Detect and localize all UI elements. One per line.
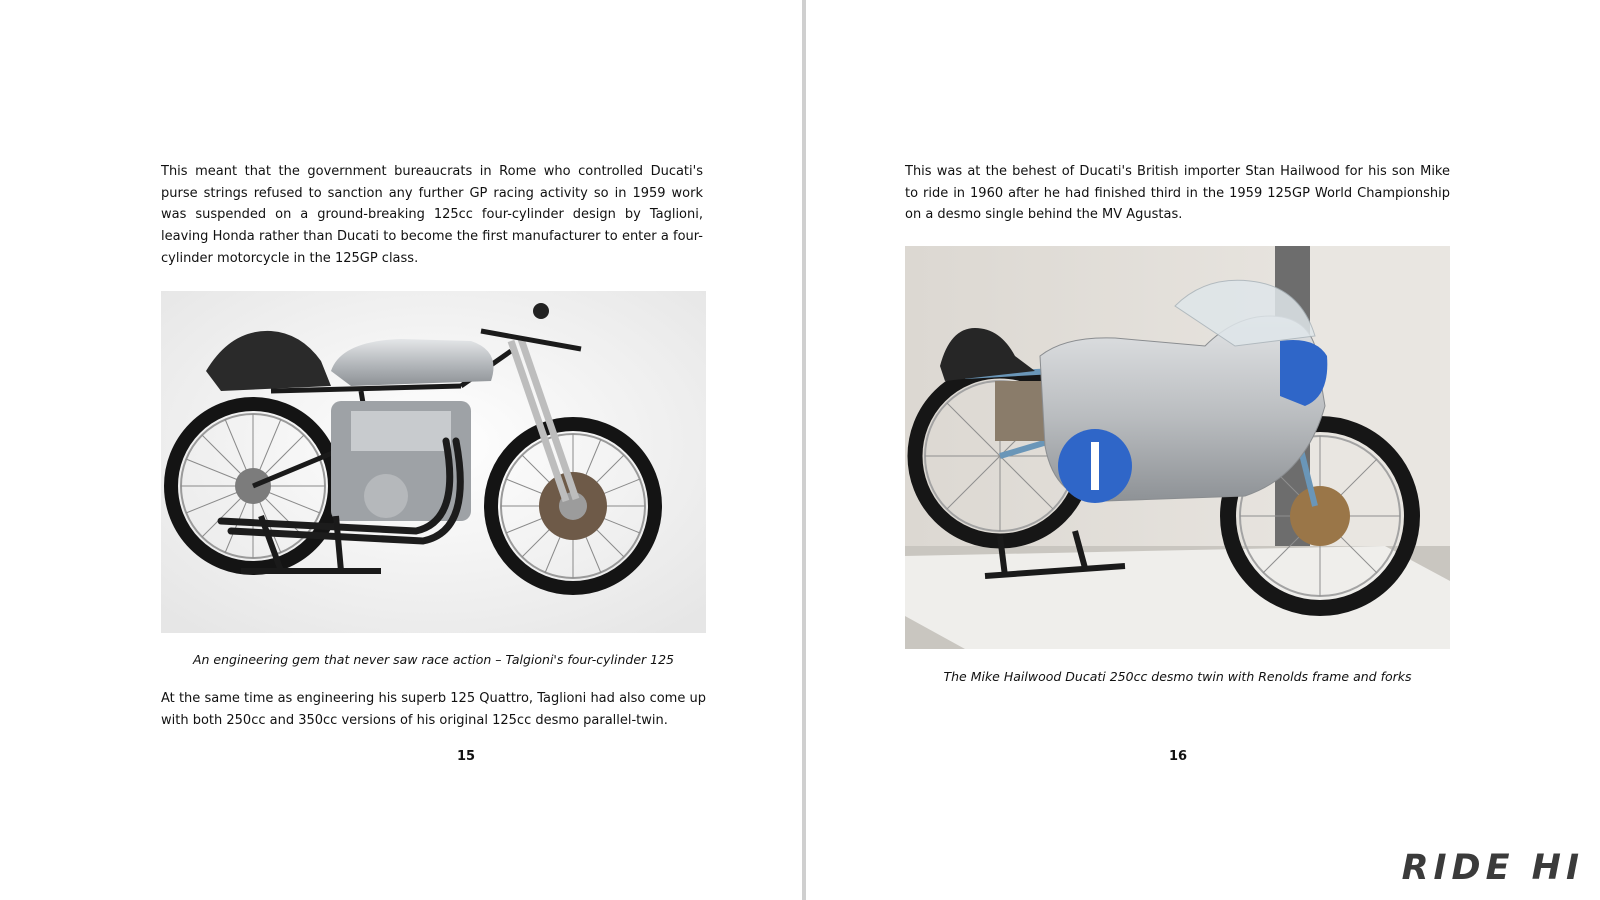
right-page xyxy=(806,0,1600,900)
left-paragraph-1: This meant that the government bureaucrats in Rome who controlled Ducati's purse strings refused to sanction any further GP racing activity so in 1959 work was suspended on a ground-breaking 125cc four-cylinder design by Taglioni, leaving Honda rather than Ducati to become the first manufacturer to enter a four-cylinder motorcycle in the 125GP class. xyxy=(161,164,703,266)
four-cylinder-125-photo xyxy=(161,291,706,633)
left-caption: An engineering gem that never saw race action – Talgioni's four-cylinder 125 xyxy=(192,652,675,667)
left-paragraph-2: At the same time as engineering his superb 125 Quattro, Taglioni had also come up with both 250cc and 350cc versions of his original 125cc desmo parallel-twin. xyxy=(161,691,706,728)
right-paragraph-1: This was at the behest of Ducati's British importer Stan Hailwood for his son Mike to ride in 1960 after he had finished third in the 1959 125GP World Championship on a desmo single behind the MV Agustas. xyxy=(905,164,1450,223)
right-caption: The Mike Hailwood Ducati 250cc desmo twin with Renolds frame and forks xyxy=(943,669,1412,684)
right-page-number: 16 xyxy=(1168,749,1188,764)
left-page-number: 15 xyxy=(456,749,476,764)
ride-hi-watermark: RIDE HI xyxy=(1401,848,1584,888)
hailwood-250-desmo-photo xyxy=(905,246,1450,649)
